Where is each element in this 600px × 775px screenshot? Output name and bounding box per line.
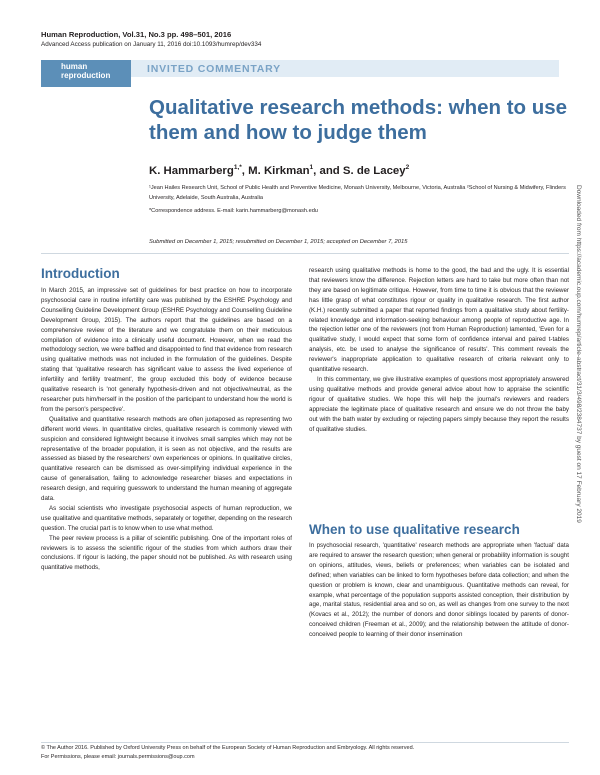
author-name: M. Kirkman: [248, 164, 310, 177]
author-name: S. de Lacey: [342, 164, 406, 177]
author-list: K. Hammarberg$^{1,*}$, M. Kirkman$^1$, and S. de Lacey$^2$: [149, 164, 410, 177]
journal-citation: Human Reproduction, Vol.31, No.3 pp. 498–501, 2016: [41, 30, 232, 39]
submission-dates: Submitted on December 1, 2015; resubmitted on December 1, 2015; accepted on December 7, 2015: [149, 239, 408, 245]
section-banner: [131, 60, 559, 77]
column-1: [41, 286, 292, 738]
paragraph: Qualitative and quantitative research methods are often juxtaposed as representing two different world views. In quantitative circles, qualitative research is commonly viewed with suspicion and considered lightweight because it involves small samples which may not be representative of the broader population, it is seen as not objective, and the results are assessed as biased by the researchers' own experiences or opinions. In qualitative circles, quantitative research can be dismissed as over-simplifying individual experience in the cause of generalisation, failing to acknowledge researcher biases and expectations in research design, and requiring guesswork to understand the human meaning of aggregate data.: [41, 415, 292, 503]
logo-line-1: human: [61, 62, 88, 71]
advance-access-line: Advanced Access publication on January 11, 2016 doi:10.1093/humrep/dev334: [41, 41, 262, 48]
footer-divider: [41, 742, 569, 743]
paragraph: In March 2015, an impressive set of guidelines for best practice on how to incorporate psychosocial care in routine infertility care was published by the ESHRE Psychology and Counselling Guideline Development Group (ESHRE Psychology and Counselling Guideline Development Group, 2015). The authors report that the guidelines are based on a comprehensive review of the literature and we congratulate them on their meticulous compilation of evidence into a clinically useful document. However, when we read the methodology section, we were baffled and disappointed to find that evidence from research using qualitative methods was not included in the formulation of the guidelines. Despite stating that 'qualitative research has significant value to assess the lived experience of infertility and fertility treatment', the group excluded this body of evidence because qualitative research is 'not generally hypothesis-driven and not objective/neutral, as the researcher puts him/herself in the position of the participant to understand how the world is from the person's perspective'.: [41, 287, 292, 413]
author-name: K. Hammarberg: [149, 164, 234, 177]
correspondence: *Correspondence address. E-mail: karin.hammarberg@monash.edu: [149, 208, 318, 214]
permissions-notice: For Permissions, please email: journals.permissions@oup.com: [41, 754, 195, 760]
copyright-notice: © The Author 2016. Published by Oxford University Press on behalf of the European Society of Human Reproduction and Embryology. All rights reserved.: [41, 745, 415, 751]
paragraph: The peer review process is a pillar of scientific publishing. One of the important roles of reviewers is to assess the scientific rigour of the studies from which authors draw their conclusions. If rigour is lacking, the paper should not be published. As with research using quantitative methods,: [41, 534, 292, 572]
column-2: [309, 266, 569, 513]
section-heading-when-to-use: When to use qualitative research: [309, 522, 520, 537]
download-watermark-text: Downloaded from https://academic.oup.com/humrep/article-abstract/31/3/498/2384737 by guest on 17 February 2019: [575, 185, 582, 523]
section-label: INVITED COMMENTARY: [147, 63, 281, 75]
logo-line-2: reproduction: [61, 70, 111, 80]
section-heading-introduction: Introduction: [41, 266, 120, 281]
paragraph: In this commentary, we give illustrative examples of questions most appropriately answered using qualitative methods and provide general advice about how to appraise the scientific rigour of qualitative studies. We hope this will help the journal's reviewers and readers appreciate the legitimate place of qualitative research and ensure we do not throw the baby out with the bath water by excluding or rejecting papers simply because they report the results of qualitative studies.: [309, 375, 569, 433]
author-sup: 1,*: [233, 164, 242, 171]
paragraph: In psychosocial research, 'quantitative' research methods are appropriate when 'factual' data are required to answer the research question; when general or probability information is sought on opinions, attitudes, views, beliefs or preferences; when variables can be isolated and defined; when variables can be linked to form hypotheses before data collection; and when the question or problem is known, clear and unambiguous. Quantitative methods can reveal, for example, what percentage of the population supports assisted conception, their distribution by age, marital status, residential area and so on, as well as changes from one survey to the next (Kovacs et al., 2012); the number of donors and donor siblings located by parents of donor-conceived children (Freeman et al., 2009); and the relationship between the attitude of donor-conceived people to learning of their donor insemination: [309, 542, 569, 639]
paragraph: As social scientists who investigate psychosocial aspects of human reproduction, we use qualitative and quantitative methods, separately or together, depending on the research question. The crucial part is to know when to use what method.: [41, 504, 292, 532]
journal-logo: [41, 60, 131, 87]
download-watermark: [575, 185, 590, 585]
paragraph: research using qualitative methods is home to the good, the bad and the ugly. It is essential that reviewers know the difference. Rejection letters are hard to take but more often than not they are based on legitimate critique. However, from time to time it is obvious that the reviewer has little grasp of what constitutes rigour or quality in qualitative research. The first author (K.H.) recently submitted a paper that reported findings from a qualitative study about fertility-related knowledge and information-seeking behaviour among people of reproductive age. In the rejection letter one of the reviewers (not from Human Reproduction) lamented, 'Even for a qualitative study, I would expect that some form of confidence interval and paired t-tables analysis, etc. be used to analyse the significance of results'. This comment reveals the reviewer's inappropriate application to qualitative research of criteria relevant only to quantitative research.: [309, 267, 569, 374]
column-3: [309, 541, 569, 739]
article-title: Qualitative research methods: when to use them and how to judge them: [149, 96, 568, 144]
author-sup: 2: [405, 164, 410, 171]
affiliations: ¹Jean Hailes Research Unit, School of Public Health and Preventive Medicine, Monash University, Melbourne, Victoria, Australia ²School of Nursing & Midwifery, Flinders University, Adelaide, South Australia, Australia: [149, 185, 566, 201]
header-divider: [41, 253, 569, 254]
author-sup: 1: [309, 164, 314, 171]
